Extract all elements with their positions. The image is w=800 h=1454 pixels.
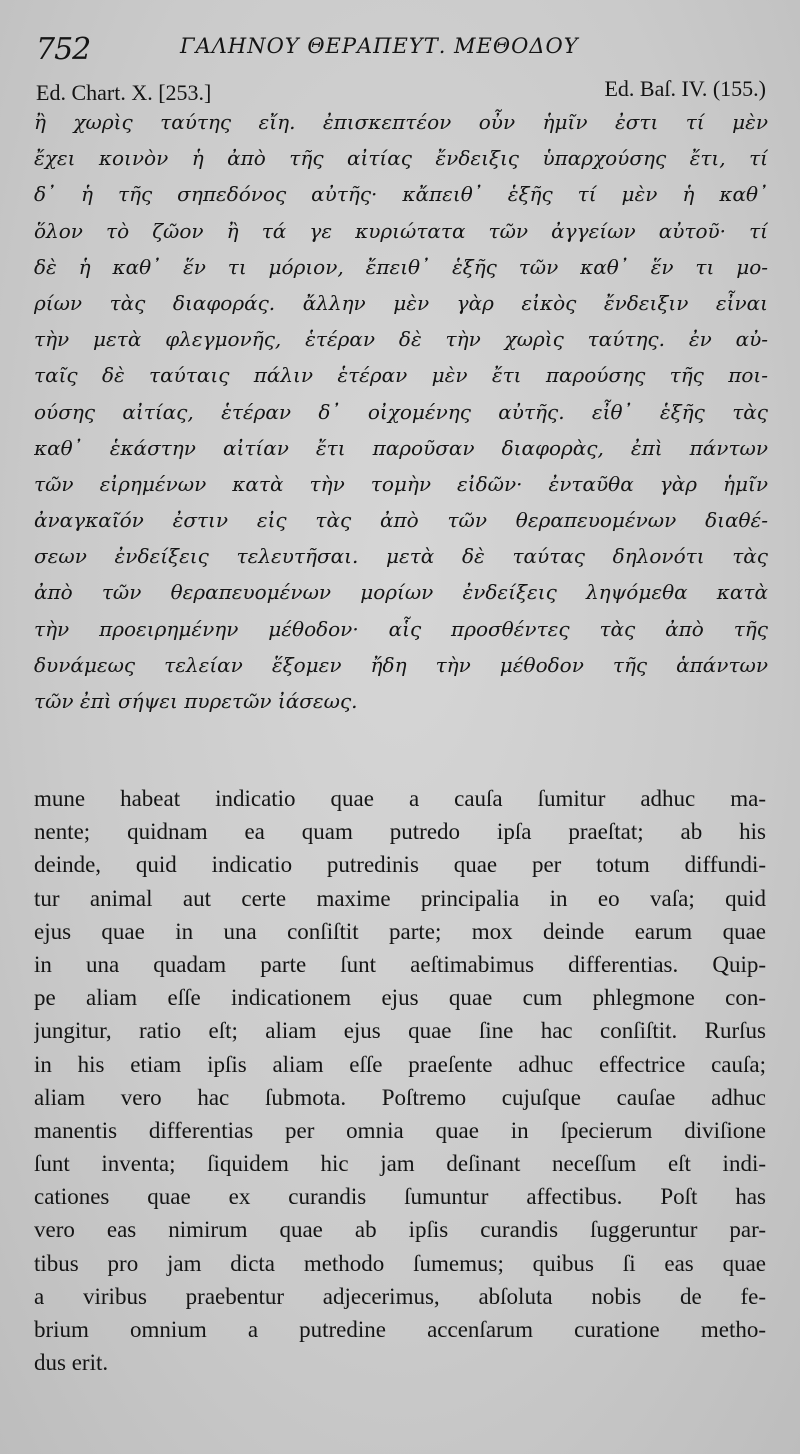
latin-text-line: ejus quae in una conſiſtit parte; mox deinde earum quae xyxy=(34,918,766,944)
latin-text-line: tibus pro jam dicta methodo ſumemus; quibus ſi eas quae xyxy=(34,1250,766,1276)
latin-text-line: cationes quae ex curandis ſumuntur affectibus. Poſt has xyxy=(34,1184,766,1210)
latin-text-line: jungitur, ratio eſt; aliam ejus quae ſine hac conſiſtit. Rurſus xyxy=(34,1018,766,1044)
greek-text-line: δυνάμεως τελείαν ἕξομεν ἤδη τὴν μέθοδον τῆς ἁπάντων xyxy=(34,652,768,677)
latin-text-line: ſunt inventa; ſiquidem hic jam deſinant neceſſum eſt indi- xyxy=(34,1151,766,1177)
greek-text-line: ρίων τὰς διαφοράς. ἄλλην μὲν γὰρ εἰκὸς ἔνδειξιν εἶναι xyxy=(34,290,768,315)
greek-text-line: δ᾽ ἡ τῆς σηπεδόνος αὐτῆς· κἄπειθ᾽ ἑξῆς τί μὲν ἡ καθ᾽ xyxy=(34,182,768,207)
latin-text-line: in his etiam ipſis aliam eſſe praeſente adhuc effectrice cauſa; xyxy=(34,1051,766,1077)
latin-text-line: mune habeat indicatio quae a cauſa ſumitur adhuc ma- xyxy=(34,786,766,811)
latin-text-line: vero eas nimirum quae ab ipſis curandis ſuggeruntur par- xyxy=(34,1217,766,1243)
greek-text-line: τῶν ἐπὶ σήψει πυρετῶν ἰάσεως. xyxy=(34,689,358,713)
greek-text-line: ούσης αἰτίας, ἑτέραν δ᾽ οἰχομένης αὐτῆς. εἶθ᾽ ἑξῆς τὰς xyxy=(34,399,768,424)
greek-text-line: ἢ χωρὶς ταύτης εἴη. ἐπισκεπτέον οὖν ἡμῖν ἐστι τί μὲν xyxy=(34,110,768,134)
edition-reference-left: Ed. Chart. X. [253.] xyxy=(36,80,212,105)
latin-text-line: nente; quidnam ea quam putredo ipſa praeſtat; ab his xyxy=(34,819,766,845)
greek-text-line: ἀναγκαῖόν ἐστιν εἰς τὰς ἀπὸ τῶν θεραπευομένων διαθέ- xyxy=(34,508,768,533)
latin-text-line: aliam vero hac ſubmota. Poſtremo cujuſque cauſae adhuc xyxy=(34,1084,766,1110)
greek-text-line: ὅλον τὸ ζῶον ἢ τά γε κυριώτατα τῶν ἀγγείων αὐτοῦ· τί xyxy=(34,218,768,243)
greek-text-line: ἀπὸ τῶν θεραπευομένων μορίων ἐνδείξεις ληψόμεθα κατὰ xyxy=(34,580,768,605)
edition-reference-right: Ed. Baſ. IV. (155.) xyxy=(604,76,766,101)
greek-text-line: τῶν εἰρημένων κατὰ τὴν τομὴν εἰδῶν· ἐνταῦθα γὰρ ἡμῖν xyxy=(34,471,768,496)
latin-text-line: deinde, quid indicatio putredinis quae per totum diffundi- xyxy=(34,852,766,878)
latin-text-line: tur animal aut certe maxime principalia in eo vaſa; quid xyxy=(34,885,766,911)
greek-text-line: δὲ ἡ καθ᾽ ἕν τι μόριον, ἔπειθ᾽ ἑξῆς τῶν καθ᾽ ἕν τι μο- xyxy=(34,254,768,279)
greek-text-line: ταῖς δὲ ταύταις πάλιν ἑτέραν μὲν ἔτι παρούσης τῆς ποι- xyxy=(34,363,768,388)
latin-text-line: brium omnium a putredine accenſarum curatione metho- xyxy=(34,1317,766,1342)
page-number: 752 xyxy=(36,32,91,67)
running-head: ΓΑΛΗΝΟΥ ΘΕΡΑΠΕΥΤ. ΜΕΘΟΔΟΥ xyxy=(180,34,579,58)
greek-text-block xyxy=(34,104,768,719)
latin-text-line: manentis differentias per omnia quae in ſpecierum diviſione xyxy=(34,1117,766,1143)
greek-text-line: ἔχει κοινὸν ἡ ἀπὸ τῆς αἰτίας ἔνδειξις ὑπαρχούσης ἔτι, τί xyxy=(34,146,768,171)
latin-text-line: pe aliam eſſe indicationem ejus quae cum phlegmone con- xyxy=(34,985,766,1011)
latin-text-block xyxy=(34,782,766,1379)
latin-text-line: a viribus praebentur adjecerimus, abſoluta nobis de fe- xyxy=(34,1283,766,1309)
greek-text-line: τὴν προειρημένην μέθοδον· αἷς προσθέντες τὰς ἀπὸ τῆς xyxy=(34,616,768,641)
latin-text-line: in una quadam parte ſunt aeſtimabimus differentias. Quip- xyxy=(34,951,766,977)
greek-text-line: σεων ἐνδείξεις τελευτῆσαι. μετὰ δὲ ταύτας δηλονότι τὰς xyxy=(34,544,768,569)
latin-text-line: dus erit. xyxy=(34,1350,109,1376)
greek-text-line: τὴν μετὰ φλεγμονῆς, ἑτέραν δὲ τὴν χωρὶς ταύτης. ἐν αὐ- xyxy=(34,327,768,352)
greek-text-line: καθ᾽ ἑκάστην αἰτίαν ἔτι παροῦσαν διαφορὰς, ἐπὶ πάντων xyxy=(34,435,768,460)
